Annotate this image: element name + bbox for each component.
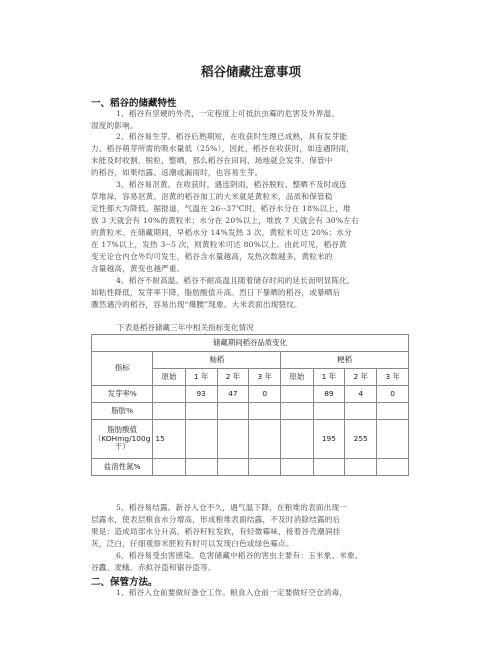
table-caption: 下表是稻谷储藏三年中相关指标变化情况	[117, 323, 254, 332]
table-cell	[281, 420, 313, 459]
paragraph-line: 放 3 天就会有 10%的黄粒米；水分在 20%以上，堆放 7 天就会有 30%左右	[91, 216, 359, 225]
table-cell	[153, 459, 185, 476]
table-cell: 47	[217, 386, 249, 403]
paragraph-line: 在 17%以上，发热 3--5 次，则黄粒米可达 80%以上。由此可见，稻谷黄	[91, 240, 347, 249]
row-label-line: 干）	[114, 442, 130, 452]
table-cell	[345, 459, 377, 476]
row-label: 脂肪%	[92, 403, 153, 420]
paragraph-line: 草堆垛，容易沤黄。沤黄的稻谷加工的大米就是黄粒米，品质和保管稳	[91, 192, 333, 201]
table-cell: 4	[345, 386, 377, 403]
paragraph-line: 的稻谷，如果结露、返潮或漏雨时，也容易生芽。	[91, 168, 263, 177]
table-cell	[217, 403, 249, 420]
paragraph-line: 4、稻谷不耐高温。稻谷不耐高温且随着储存时间的延长而明显陈化，	[116, 276, 355, 285]
paragraph-line: 力。稻谷萌芽所需的吸水量低（25%），因此，稻谷在收获时，如连遇阴雨，	[91, 144, 355, 153]
paragraph-line: 6、稻谷易受虫害感染。危害储藏中稻谷的害虫主要有：玉米象、米象、	[116, 551, 363, 560]
group-header-japonica: 粳稻	[281, 352, 409, 369]
section-heading-storage-characteristics: 一、稻谷的储藏特性	[91, 98, 177, 109]
sub-header: 原始	[153, 369, 185, 386]
paragraph-line: 骤然遇冷的稻谷，容易出现“爆腰”现象。大米表面出现裂纹。	[91, 300, 302, 309]
paragraph-line: 变无论仓内仓外均可发生，稻谷含水量越高，发热次数越多，黄粒米的	[91, 252, 333, 261]
table-cell: 0	[249, 386, 281, 403]
paragraph-line: 如粘性降低，发芽率下降，脂肪酸值升高。烈日下暴晒的稻谷，或暴晒后	[91, 288, 341, 297]
table-cell: 195	[313, 420, 345, 459]
quality-change-table	[91, 334, 409, 476]
table-title: 储藏期间稻谷品质变化	[92, 335, 409, 352]
paragraph-line: 2、稻谷易生芽。稻谷后熟期短，在收获时生理已成熟，具有发芽能	[116, 132, 348, 141]
sub-header: 1 年	[313, 369, 345, 386]
row-label: 盐溶性氮%	[92, 459, 153, 476]
table-cell: 15	[153, 420, 185, 459]
table-cell: 89	[313, 386, 345, 403]
sub-header: 1 年	[185, 369, 217, 386]
table-row	[92, 459, 409, 476]
table-cell	[281, 386, 313, 403]
table-cell: 93	[185, 386, 217, 403]
table-cell: 0	[377, 386, 409, 403]
paragraph-line: 层露水，使表层粮食水分增高，形成粮堆表面结露，不及时消除结露的后	[91, 515, 341, 524]
sub-header: 2 年	[345, 369, 377, 386]
sub-header: 3 年	[249, 369, 281, 386]
sub-header: 2 年	[217, 369, 249, 386]
table-cell: 255	[345, 420, 377, 459]
sub-header: 原始	[281, 369, 313, 386]
table-cell	[249, 420, 281, 459]
paragraph-line: 定性都大为降低。据报道，气温在 26--37℃时，稻谷水分在 18%以上，堆	[91, 204, 351, 213]
indicator-header: 指标	[92, 352, 153, 386]
table-cell	[345, 403, 377, 420]
section-heading-storage-methods: 二、保管方法。	[91, 577, 158, 588]
paragraph-line: 5、稻谷易结露。新谷入仓不久，遇气温下降，在粮堆的表面出现一	[116, 503, 348, 512]
table-cell	[185, 459, 217, 476]
paragraph-line: 果是：造成局部水分升高，稻谷籽粒发软，有轻微霉味，接着谷壳潮润挂	[91, 527, 341, 536]
table-cell	[185, 420, 217, 459]
table-cell	[313, 459, 345, 476]
table-cell	[249, 459, 281, 476]
table-row	[92, 386, 409, 403]
table-cell	[377, 420, 409, 459]
table-cell	[217, 420, 249, 459]
paragraph-line: 灰，泛白，仔细观察米胚粒有时可以发现白色或绿色霉点。	[91, 539, 294, 548]
paragraph-line: 的黄粒米。在储藏期间，早稻水分 14%发热 3 次，黄粒米可达 20%；水分	[91, 228, 352, 237]
paragraph-line: 含量越高，黄变也越严重。	[91, 264, 185, 273]
table-row	[92, 403, 409, 420]
table-cell	[217, 459, 249, 476]
table-cell	[153, 386, 185, 403]
paragraph-line: 3、稻谷易沤黄。在收获时，遇连阴雨，稻谷脱粒、整晒不及时或连	[116, 180, 348, 189]
paragraph-line: 1、稻谷入仓前要做好备仓工作。粮食入仓前一定要做好空仓消毒，	[116, 588, 348, 597]
row-label	[92, 420, 153, 459]
document-title: 稻谷储藏注意事项	[200, 64, 301, 79]
table-cell	[313, 403, 345, 420]
table-row	[92, 420, 409, 459]
paragraph-line: 谷蠹、麦蛾、赤拟谷盗和锯谷盗等。	[91, 563, 216, 572]
table-cell	[249, 403, 281, 420]
table-cell	[153, 403, 185, 420]
table-cell	[377, 403, 409, 420]
table-cell	[281, 403, 313, 420]
paragraph-line: 湿度的影响。	[91, 121, 138, 130]
group-header-indica: 籼稻	[153, 352, 281, 369]
table-cell	[281, 459, 313, 476]
row-label: 发芽率%	[92, 386, 153, 403]
paragraph-line: 1、稻谷有坚硬的外壳，一定程度上可抵抗虫霉的危害及外界温、	[116, 109, 340, 118]
row-label-line: 脂肪酸值	[107, 425, 137, 435]
paragraph-line: 未能及时收割、脱粒、整晒，那么稻谷在田间、场地就会发芽。保管中	[91, 156, 333, 165]
table-cell	[185, 403, 217, 420]
table-cell	[377, 459, 409, 476]
sub-header: 3 年	[377, 369, 409, 386]
row-label-line: （KOHmg/100g	[94, 433, 151, 443]
